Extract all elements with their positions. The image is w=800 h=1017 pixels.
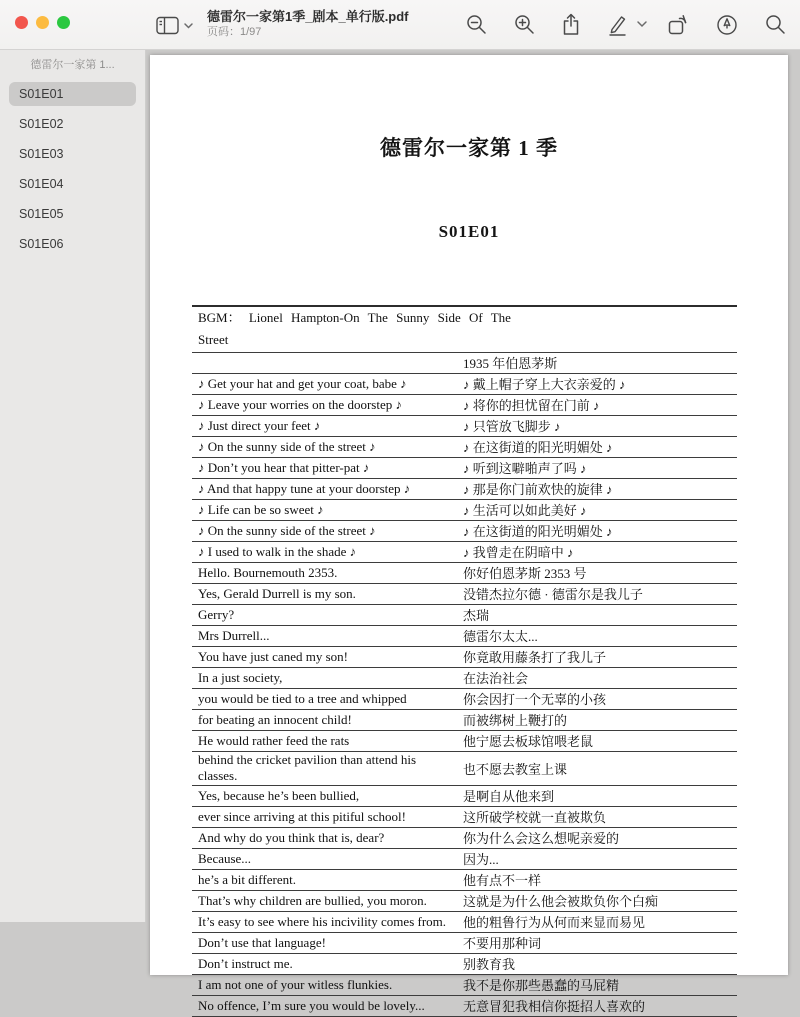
script-row <box>192 563 737 584</box>
script-row <box>192 933 737 954</box>
subtitle-chinese: 你好伯恩茅斯 2353 号 <box>457 563 737 584</box>
subtitle-english: ♪ Life can be so sweet ♪ <box>192 500 457 521</box>
subtitle-chinese: 杰瑞 <box>457 605 737 626</box>
subtitle-chinese: 别教育我 <box>457 954 737 975</box>
script-row <box>192 710 737 731</box>
subtitle-chinese: ♪ 听到这噼啪声了吗 ♪ <box>457 458 737 479</box>
subtitle-chinese: 而被绑树上鞭打的 <box>457 710 737 731</box>
script-row <box>192 996 737 1017</box>
subtitle-chinese: 在法治社会 <box>457 668 737 689</box>
script-table <box>192 305 737 1017</box>
subtitle-chinese: 1935 年伯恩茅斯 <box>457 353 737 374</box>
bgm-line-2: Street <box>198 332 229 347</box>
subtitle-english: You have just caned my son! <box>192 647 457 668</box>
sidebar <box>0 50 146 922</box>
subtitle-chinese: 你会因打一个无辜的小孩 <box>457 689 737 710</box>
episode-heading: S01E01 <box>438 222 500 241</box>
subtitle-chinese: 这所破学校就一直被欺负 <box>457 807 737 828</box>
subtitle-english: Don’t use that language! <box>192 933 457 954</box>
subtitle-chinese: ♪ 在这街道的阳光明媚处 ♪ <box>457 437 737 458</box>
subtitle-english: ♪ Leave your worries on the doorstep ♪ <box>192 395 457 416</box>
zoom-in-button[interactable] <box>514 14 535 35</box>
script-row <box>192 870 737 891</box>
minimize-window-button[interactable] <box>36 16 49 29</box>
subtitle-chinese: 他的粗鲁行为从何而来显而易见 <box>457 912 737 933</box>
subtitle-english: you would be tied to a tree and whipped <box>192 689 457 710</box>
subtitle-chinese: ♪ 在这街道的阳光明媚处 ♪ <box>457 521 737 542</box>
share-button[interactable] <box>562 13 580 36</box>
sidebar-list <box>0 82 145 256</box>
subtitle-english: He would rather feed the rats <box>192 731 457 752</box>
subtitle-chinese: 我不是你那些愚蠢的马屁精 <box>457 975 737 996</box>
bgm-line-1: BGM： Lionel Hampton-On The Sunny Side Of The <box>198 310 511 325</box>
script-row <box>192 731 737 752</box>
subtitle-english: ever since arriving at this pitiful school! <box>192 807 457 828</box>
titlebar <box>0 0 800 50</box>
script-row <box>192 912 737 933</box>
subtitle-chinese: 没错杰拉尔德 · 德雷尔是我儿子 <box>457 584 737 605</box>
script-table-body <box>192 306 737 1017</box>
script-row <box>192 521 737 542</box>
script-row <box>192 353 737 374</box>
subtitle-english: ♪ On the sunny side of the street ♪ <box>192 437 457 458</box>
subtitle-chinese: 因为... <box>457 849 737 870</box>
subtitle-chinese: 德雷尔太太... <box>457 626 737 647</box>
script-row <box>192 849 737 870</box>
sidebar-item-s01e03[interactable]: S01E03 <box>19 147 64 161</box>
subtitle-chinese: 无意冒犯我相信你挺招人喜欢的 <box>457 996 737 1017</box>
script-row <box>192 479 737 500</box>
subtitle-english: ♪ Don’t you hear that pitter-pat ♪ <box>192 458 457 479</box>
subtitle-chinese: 不要用那种词 <box>457 933 737 954</box>
rotate-button[interactable] <box>667 14 689 36</box>
script-row <box>192 752 737 786</box>
subtitle-english: Yes, because he’s been bullied, <box>192 786 457 807</box>
subtitle-english: he’s a bit different. <box>192 870 457 891</box>
zoom-window-button[interactable] <box>57 16 70 29</box>
subtitle-english: Gerry? <box>192 605 457 626</box>
sidebar-panel-icon <box>156 16 179 35</box>
search-icon[interactable] <box>765 14 786 35</box>
script-row <box>192 626 737 647</box>
script-row <box>192 374 737 395</box>
sidebar-item-s01e06[interactable]: S01E06 <box>19 237 64 251</box>
subtitle-english: Hello. Bournemouth 2353. <box>192 563 457 584</box>
subtitle-chinese: ♪ 生活可以如此美好 ♪ <box>457 500 737 521</box>
subtitle-chinese: 是啊自从他来到 <box>457 786 737 807</box>
subtitle-chinese: ♪ 将你的担忧留在门前 ♪ <box>457 395 737 416</box>
subtitle-english: ♪ And that happy tune at your doorstep ♪ <box>192 479 457 500</box>
script-row <box>192 500 737 521</box>
subtitle-english: ♪ Just direct your feet ♪ <box>192 416 457 437</box>
subtitle-english <box>192 353 457 374</box>
sidebar-item-s01e02[interactable]: S01E02 <box>19 117 64 131</box>
window-title: 德雷尔一家第1季_剧本_单行版.pdf <box>207 9 409 24</box>
script-row <box>192 437 737 458</box>
script-row <box>192 458 737 479</box>
subtitle-chinese: ♪ 只管放飞脚步 ♪ <box>457 416 737 437</box>
subtitle-chinese: 你为什么会这么想呢亲爱的 <box>457 828 737 849</box>
subtitle-english: Because... <box>192 849 457 870</box>
page-indicator: 页码：1/97 <box>207 26 262 38</box>
script-row <box>192 584 737 605</box>
script-row <box>192 975 737 996</box>
document-title: 德雷尔一家第 1 季 <box>380 136 558 160</box>
subtitle-english: And why do you think that is, dear? <box>192 828 457 849</box>
subtitle-english: for beating an innocent child! <box>192 710 457 731</box>
script-row <box>192 416 737 437</box>
script-row <box>192 807 737 828</box>
script-row <box>192 668 737 689</box>
script-row <box>192 395 737 416</box>
subtitle-english: ♪ On the sunny side of the street ♪ <box>192 521 457 542</box>
traffic-lights <box>15 16 70 29</box>
script-row <box>192 786 737 807</box>
sidebar-toggle-button[interactable] <box>156 16 193 35</box>
script-row <box>192 647 737 668</box>
sidebar-item-s01e01[interactable]: S01E01 <box>9 82 136 106</box>
subtitle-chinese: 这就是为什么他会被欺负你个白痴 <box>457 891 737 912</box>
script-row <box>192 605 737 626</box>
chevron-down-icon <box>184 23 193 29</box>
subtitle-chinese: 他有点不一样 <box>457 870 737 891</box>
markup-button[interactable] <box>607 14 628 36</box>
sidebar-item-s01e04[interactable]: S01E04 <box>19 177 64 191</box>
subtitle-chinese: 你竟敢用藤条打了我儿子 <box>457 647 737 668</box>
subtitle-chinese: 他宁愿去板球馆喂老鼠 <box>457 731 737 752</box>
highlight-button[interactable] <box>716 14 738 36</box>
script-row <box>192 891 737 912</box>
close-window-button[interactable] <box>15 16 28 29</box>
subtitle-english: In a just society, <box>192 668 457 689</box>
subtitle-english: ♪ I used to walk in the shade ♪ <box>192 542 457 563</box>
subtitle-chinese: 也不愿去教室上课 <box>457 752 737 786</box>
script-row <box>192 828 737 849</box>
pdf-viewport[interactable] <box>147 50 800 1014</box>
script-row <box>192 689 737 710</box>
script-row <box>192 954 737 975</box>
subtitle-english: ♪ Get your hat and get your coat, babe ♪ <box>192 374 457 395</box>
subtitle-chinese: ♪ 那是你门前欢快的旋律 ♪ <box>457 479 737 500</box>
subtitle-english: Mrs Durrell... <box>192 626 457 647</box>
zoom-out-button[interactable] <box>466 14 487 35</box>
sidebar-item-s01e05[interactable]: S01E05 <box>19 207 64 221</box>
bgm-row <box>192 306 737 353</box>
subtitle-english: It’s easy to see where his incivility comes from. <box>192 912 457 933</box>
sidebar-header: 德雷尔一家第 1... <box>30 59 115 71</box>
subtitle-english: Don’t instruct me. <box>192 954 457 975</box>
subtitle-english: I am not one of your witless flunkies. <box>192 975 457 996</box>
subtitle-english: Yes, Gerald Durrell is my son. <box>192 584 457 605</box>
script-row <box>192 542 737 563</box>
subtitle-english: behind the cricket pavilion than attend his classes. <box>192 752 457 786</box>
subtitle-english: No offence, I’m sure you would be lovely... <box>192 996 457 1017</box>
subtitle-chinese: ♪ 我曾走在阴暗中 ♪ <box>457 542 737 563</box>
pdf-page <box>150 55 788 1014</box>
subtitle-english: That’s why children are bullied, you moron. <box>192 891 457 912</box>
subtitle-chinese: ♪ 戴上帽子穿上大衣亲爱的 ♪ <box>457 374 737 395</box>
markup-chevron-down-icon[interactable] <box>637 21 647 28</box>
